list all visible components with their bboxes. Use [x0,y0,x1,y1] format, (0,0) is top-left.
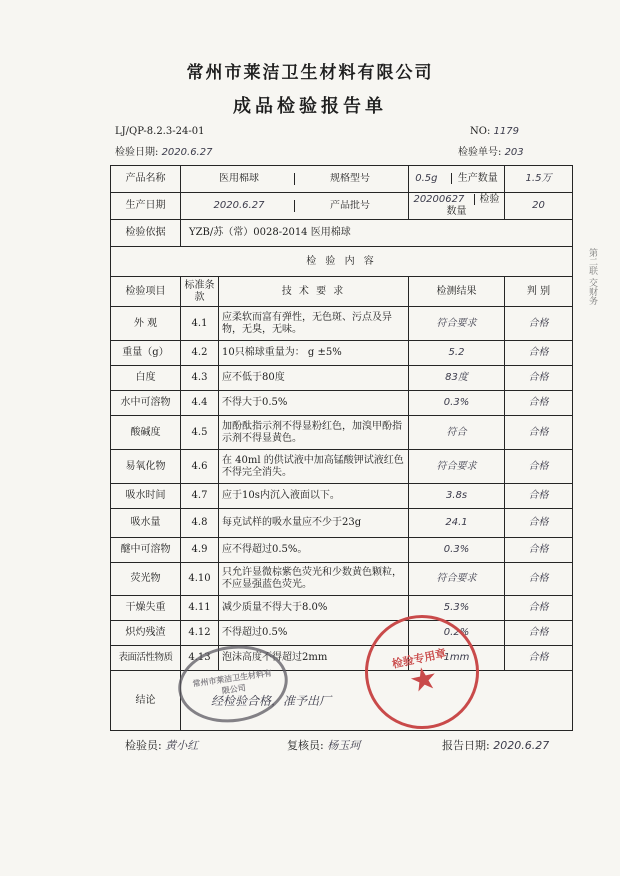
col-judge: 判 别 [505,277,573,307]
production-date-subrow [184,200,405,212]
row-std: 4.5 [181,416,219,450]
row-result: 符合要求 [409,563,505,596]
reviewer [287,737,360,753]
row-req: 泡沫高度不得超过2mm [219,646,409,671]
table-row [111,538,573,563]
report-date-value: 2020.6.27 [493,739,550,752]
table-row [111,307,573,341]
row-judge: 合格 [505,484,573,509]
row-judge: 合格 [505,563,573,596]
report-date [442,737,549,753]
inspection-seal-text: 检验专用章 [390,646,448,671]
row-judge: 合格 [505,621,573,646]
row-item: 醚中可溶物 [111,538,181,563]
product-name-cell [181,166,409,193]
inspector-value: 黄小红 [165,739,199,752]
row-req: 应柔软而富有弹性，无色斑、污点及异物，无臭，无味。 [219,307,409,341]
row-judge: 合格 [505,450,573,484]
inspection-qty-label: 检验数量 [446,194,500,217]
row-std: 4.7 [181,484,219,509]
row-result: 3.8s [409,484,505,509]
row-judge: 合格 [505,391,573,416]
report-number [470,126,519,137]
production-date-label: 生产日期 [111,193,181,220]
inspection-number-label: 检验单号: [458,147,502,158]
row-item: 外 观 [111,307,181,341]
row-judge: 合格 [505,646,573,671]
row-judge: 合格 [505,366,573,391]
conclusion-value: 经检验合格，准予出厂 [181,671,573,731]
row-std: 4.1 [181,307,219,341]
row-req: 每克试样的吸水量应不少于23g [219,509,409,538]
col-item: 检验项目 [111,277,181,307]
row-req: 应不得超过0.5%。 [219,538,409,563]
row-std: 4.6 [181,450,219,484]
production-qty-label: 生产数量 [451,173,498,184]
content-title: 检 验 内 容 [111,247,573,277]
row-std: 4.9 [181,538,219,563]
table-row [111,646,573,671]
row-result: 0.3% [409,391,505,416]
batch-label: 产品批号 [330,200,370,211]
inspection-qty-value: 20 [505,193,573,220]
table-row [111,484,573,509]
row-req: 减少质量不得大于8.0% [219,596,409,621]
product-name-subrow [184,173,405,185]
row-std: 4.12 [181,621,219,646]
row-judge: 合格 [505,538,573,563]
row-std: 4.2 [181,341,219,366]
row-item: 吸水时间 [111,484,181,509]
row-req: 应不低于80度 [219,366,409,391]
row-result: 5.2 [409,341,505,366]
row-item: 易氧化物 [111,450,181,484]
row-item: 荧光物 [111,563,181,596]
batch-value-text: 20200627 [413,194,465,205]
batch-value [409,193,505,220]
row-result: 83度 [409,366,505,391]
table-row [111,450,573,484]
row-item: 酸碱度 [111,416,181,450]
production-date-value: 2020.6.27 [184,200,295,212]
row-req: 不得超过0.5% [219,621,409,646]
row-std: 4.11 [181,596,219,621]
basis-label: 检验依据 [111,220,181,247]
content-title-row [111,247,573,277]
info-row-1 [111,166,573,193]
row-result: 24.1 [409,509,505,538]
row-judge: 合格 [505,416,573,450]
production-date-cell [181,193,409,220]
star-icon: ★ [407,660,440,699]
row-item: 水中可溶物 [111,391,181,416]
table-row [111,416,573,450]
row-result: 符合 [409,416,505,450]
doc-code: LJ/QP-8.2.3-24-01 [115,126,205,137]
row-item: 白度 [111,366,181,391]
row-item: 表面活性物质 [111,646,181,671]
product-name-value: 医用棉球 [184,173,295,185]
row-judge: 合格 [505,307,573,341]
product-name-label: 产品名称 [111,166,181,193]
info-row-2 [111,193,573,220]
basis-value: YZB/苏（常）0028-2014 医用棉球 [181,220,573,247]
report-number-label: NO: [470,126,491,137]
row-result: 0.3% [409,538,505,563]
row-item: 吸水量 [111,509,181,538]
column-header-row [111,277,573,307]
inspection-date [115,143,212,158]
row-req: 加酚酞指示剂不得显粉红色，加溴甲酚指示剂不得显黄色。 [219,416,409,450]
row-req: 应于10s内沉入液面以下。 [219,484,409,509]
inspection-table [110,165,573,731]
row-req: 在 40ml 的供试液中加高锰酸钾试液红色不得完全消失。 [219,450,409,484]
row-req: 不得大于0.5% [219,391,409,416]
inspector [125,737,198,753]
inspection-number [458,143,524,158]
report-date-label: 报告日期: [442,739,490,752]
table-row [111,509,573,538]
row-std: 4.13 [181,646,219,671]
table-row [111,563,573,596]
col-req: 技 术 要 求 [219,277,409,307]
row-req: 10只棉球重量为： g ±5% [219,341,409,366]
inspection-number-value: 203 [504,147,524,158]
row-result: 1mm [409,646,505,671]
col-result: 检测结果 [409,277,505,307]
row-judge: 合格 [505,509,573,538]
table-row [111,621,573,646]
row-std: 4.8 [181,509,219,538]
inspection-seal-content [391,645,454,699]
row-std: 4.4 [181,391,219,416]
inspection-date-value: 2020.6.27 [161,147,213,158]
col-std: 标准条款 [181,277,219,307]
table-row [111,341,573,366]
table-row [111,391,573,416]
report-title: 成品检验报告单 [233,96,387,117]
production-qty-value: 1.5万 [505,166,573,193]
reviewer-value: 杨玉珂 [327,739,361,752]
row-result: 符合要求 [409,450,505,484]
product-name-subtable [184,173,405,185]
row-req: 只允许显微棕紫色荧光和少数黄色颗粒，不应显强蓝色荧光。 [219,563,409,596]
row-std: 4.10 [181,563,219,596]
row-result: 5.3% [409,596,505,621]
spec-value [409,166,505,193]
table-row [111,366,573,391]
row-result: 符合要求 [409,307,505,341]
reviewer-label: 复核员: [287,739,324,752]
inspection-date-label: 检验日期: [115,147,159,158]
spec-label: 规格型号 [330,173,370,184]
row-judge: 合格 [505,341,573,366]
conclusion-label: 结论 [111,671,181,731]
report-number-value: 1179 [493,126,519,137]
row-std: 4.3 [181,366,219,391]
company-seal-text: 常州市莱洁卫生材料有限公司 [191,667,273,696]
side-note: 第二联 交财务 [587,248,597,305]
inspector-label: 检验员: [125,739,162,752]
table-row [111,596,573,621]
row-item: 干燥失重 [111,596,181,621]
row-item: 重量（g） [111,341,181,366]
row-result: 0.2% [409,621,505,646]
spec-value-text: 0.5g [415,173,438,184]
info-row-3 [111,220,573,247]
row-judge: 合格 [505,596,573,621]
row-item: 炽灼残渣 [111,621,181,646]
company-name: 常州市莱洁卫生材料有限公司 [186,63,434,83]
production-date-subtable [184,200,405,212]
